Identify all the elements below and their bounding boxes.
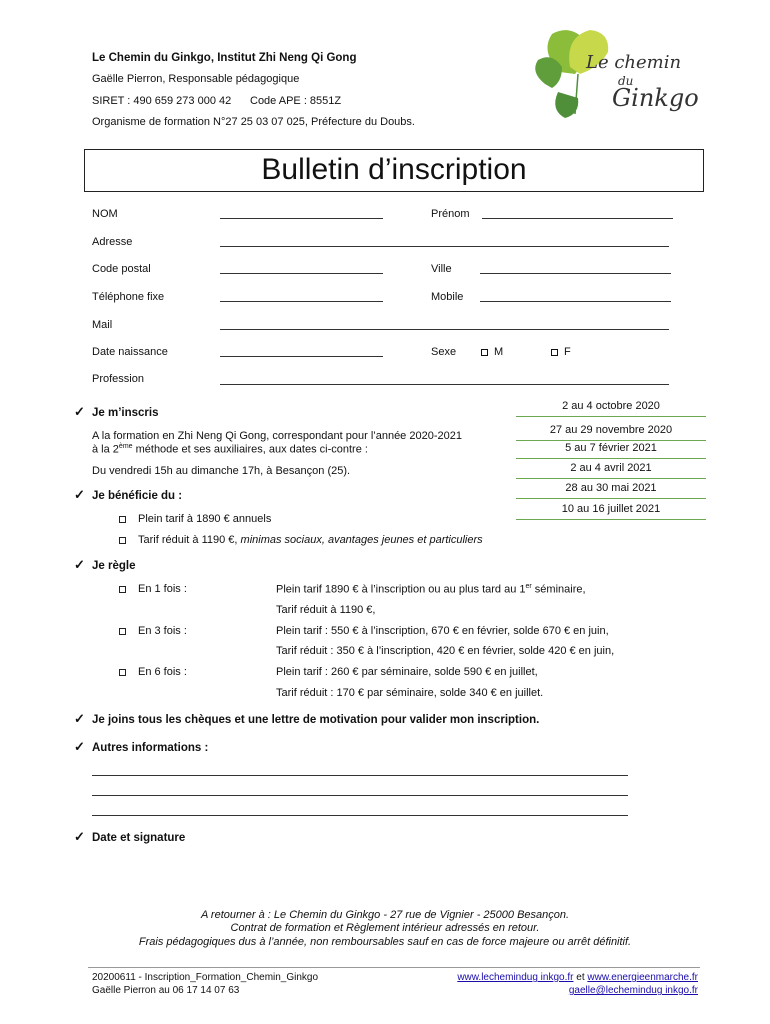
inscris-heading: Je m’inscris bbox=[92, 407, 159, 419]
prenom-field[interactable] bbox=[482, 218, 673, 219]
sexe-m-option[interactable] bbox=[481, 346, 503, 358]
label-nom: NOM bbox=[92, 208, 118, 220]
date-item: 2 au 4 octobre 2020 bbox=[516, 396, 706, 417]
regle-6-line-1: Plein tarif : 260 € par séminaire, solde 590 € en juillet, bbox=[276, 666, 538, 678]
site-link-2[interactable]: www.energieenmarche.fr bbox=[587, 972, 698, 983]
sexe-m-checkbox[interactable] bbox=[481, 349, 488, 356]
email-link[interactable]: gaelle@lechemindug inkgo.fr bbox=[568, 985, 698, 996]
plein-tarif-option[interactable] bbox=[119, 513, 271, 525]
sexe-f-label: F bbox=[564, 346, 571, 358]
footer-divider bbox=[88, 967, 700, 968]
label-code-postal: Code postal bbox=[92, 263, 151, 275]
regle-3-fois-checkbox[interactable] bbox=[119, 628, 126, 635]
tarif-reduit-checkbox[interactable] bbox=[119, 537, 126, 544]
date-item: 28 au 30 mai 2021 bbox=[516, 478, 706, 499]
autres-heading: Autres informations : bbox=[92, 742, 209, 754]
checkmark-icon: ✓ bbox=[74, 739, 85, 754]
retour-line-1: A retourner à : Le Chemin du Ginkgo - 27 rue de Vignier - 25000 Besançon. bbox=[200, 909, 570, 921]
organisme: Organisme de formation N°27 25 03 07 025, Préfecture du Doubs. bbox=[92, 116, 415, 128]
regle-3-line-2: Tarif réduit : 350 € à l’inscription, 420 € en février, solde 420 € en juin, bbox=[276, 645, 615, 657]
regle-3-line-1: Plein tarif : 550 € à l’inscription, 670 € en février, solde 670 € en juin, bbox=[276, 625, 609, 637]
regle-3-fois-option[interactable] bbox=[119, 625, 187, 637]
footer-contact: Gaëlle Pierron au 06 17 14 07 63 bbox=[92, 985, 240, 996]
regle-1-line-1: Plein tarif 1890 € à l’inscription ou au plus tard au 1er séminaire, bbox=[276, 583, 586, 596]
retour-line-2: Contrat de formation et Règlement intérieur adressés en retour. bbox=[230, 922, 540, 934]
logo-text-3: Ginkgo bbox=[612, 84, 699, 112]
regle-1-fois-checkbox[interactable] bbox=[119, 586, 126, 593]
org-name: Le Chemin du Ginkgo, Institut Zhi Neng Qi Gong bbox=[92, 52, 357, 64]
tarif-reduit-note: minimas sociaux, avantages jeunes et particuliers bbox=[240, 534, 483, 546]
regle-heading: Je règle bbox=[92, 560, 136, 572]
title-box bbox=[84, 149, 704, 192]
checkmark-icon: ✓ bbox=[74, 557, 85, 572]
telephone-field[interactable] bbox=[220, 301, 383, 302]
regle-1-fois-option[interactable] bbox=[119, 583, 187, 595]
label-prenom: Prénom bbox=[431, 208, 470, 220]
date-item: 5 au 7 février 2021 bbox=[516, 438, 706, 459]
nom-field[interactable] bbox=[220, 218, 383, 219]
sexe-m-label: M bbox=[494, 346, 504, 358]
mail-field[interactable] bbox=[220, 329, 669, 330]
label-sexe: Sexe bbox=[431, 346, 457, 358]
beneficie-heading: Je bénéficie du : bbox=[92, 490, 183, 502]
siret: SIRET : 490 659 273 000 42 bbox=[92, 95, 232, 107]
joins-text: Je joins tous les chèques et une lettre de motivation pour valider mon inscription. bbox=[92, 714, 540, 726]
regle-1-line-2: Tarif réduit à 1190 €, bbox=[276, 604, 376, 616]
site-link-1[interactable]: www.lechemindug inkgo.fr bbox=[457, 972, 574, 983]
inscris-text-2: à la 2ème méthode et ses auxiliaires, aux dates ci-contre : bbox=[92, 443, 368, 456]
checkmark-icon: ✓ bbox=[74, 404, 85, 419]
ape-code: Code APE : 8551Z bbox=[250, 95, 342, 107]
checkmark-icon: ✓ bbox=[74, 829, 85, 844]
regle-3-fois-label: En 3 fois : bbox=[138, 625, 187, 637]
label-ville: Ville bbox=[431, 263, 452, 275]
sexe-f-option[interactable] bbox=[551, 346, 571, 358]
tarif-reduit-option[interactable] bbox=[119, 534, 483, 546]
checkmark-icon: ✓ bbox=[74, 711, 85, 726]
responsable: Gaëlle Pierron, Responsable pédagogique bbox=[92, 73, 300, 85]
label-mobile: Mobile bbox=[431, 291, 464, 303]
label-profession: Profession bbox=[92, 373, 144, 385]
checkmark-icon: ✓ bbox=[74, 487, 85, 502]
inscris-text-1: A la formation en Zhi Neng Qi Gong, correspondant pour l’année 2020-2021 bbox=[92, 430, 462, 442]
logo-text-2: du bbox=[618, 74, 634, 88]
label-mail: Mail bbox=[92, 319, 113, 331]
adresse-field[interactable] bbox=[220, 246, 669, 247]
regle-6-fois-checkbox[interactable] bbox=[119, 669, 126, 676]
regle-6-line-2: Tarif réduit : 170 € par séminaire, solde 340 € en juillet. bbox=[276, 687, 544, 699]
date-item: 10 au 16 juillet 2021 bbox=[516, 499, 706, 520]
footer-ref: 20200611 - Inscription_Formation_Chemin_Ginkgo bbox=[92, 972, 319, 983]
date-naissance-field[interactable] bbox=[220, 356, 383, 357]
profession-field[interactable] bbox=[220, 384, 669, 385]
label-date-naissance: Date naissance bbox=[92, 346, 168, 358]
sexe-f-checkbox[interactable] bbox=[551, 349, 558, 356]
regle-6-fois-label: En 6 fois : bbox=[138, 666, 187, 678]
ginkgo-logo bbox=[530, 22, 700, 122]
retour-line-3: Frais pédagogiques dus à l’année, non remboursables sauf en cas de force majeure ou arrêt définitif. bbox=[138, 936, 632, 948]
ville-field[interactable] bbox=[480, 273, 671, 274]
regle-1-fois-label: En 1 fois : bbox=[138, 583, 187, 595]
inscris-text-3: Du vendredi 15h au dimanche 17h, à Besançon (25). bbox=[92, 465, 351, 477]
label-adresse: Adresse bbox=[92, 236, 133, 248]
autres-line-1[interactable] bbox=[92, 775, 628, 776]
autres-line-2[interactable] bbox=[92, 795, 628, 796]
tarif-reduit-label: Tarif réduit à 1190 €, bbox=[138, 534, 241, 546]
logo-text-1: Le chemin bbox=[586, 52, 682, 73]
code-postal-field[interactable] bbox=[220, 273, 383, 274]
signature-heading: Date et signature bbox=[92, 832, 186, 844]
date-item: 27 au 29 novembre 2020 bbox=[516, 420, 706, 441]
autres-line-3[interactable] bbox=[92, 815, 628, 816]
regle-6-fois-option[interactable] bbox=[119, 666, 187, 678]
date-item: 2 au 4 avril 2021 bbox=[516, 458, 706, 479]
mobile-field[interactable] bbox=[480, 301, 671, 302]
label-telephone: Téléphone fixe bbox=[92, 291, 165, 303]
footer-sites: www.lechemindug inkgo.fr et www.energieenmarche.fr bbox=[457, 972, 698, 983]
plein-tarif-checkbox[interactable] bbox=[119, 516, 126, 523]
plein-tarif-label: Plein tarif à 1890 € annuels bbox=[138, 513, 272, 525]
page-title: Bulletin d’inscription bbox=[261, 153, 527, 186]
